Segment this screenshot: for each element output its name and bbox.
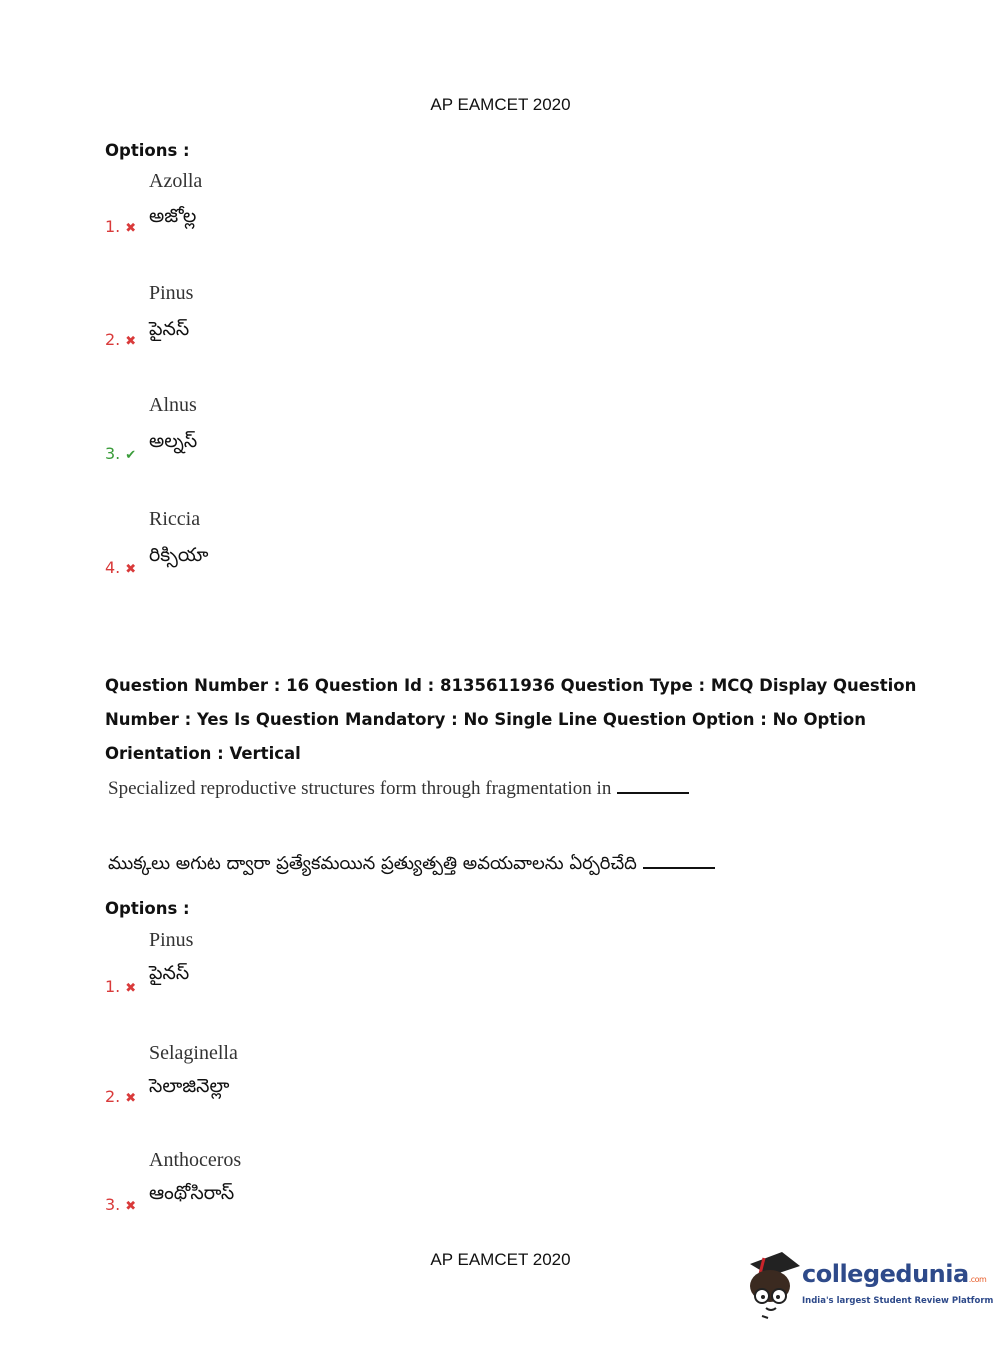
options-label: Options :	[105, 141, 190, 160]
option-text-te: ఆంథోసిరాస్	[149, 1182, 235, 1204]
option-text-en: Pinus	[149, 282, 194, 304]
question-meta-line-2: Number : Yes Is Question Mandatory : No Single Line Question Option : No Option	[105, 710, 866, 729]
options-label: Options :	[105, 899, 190, 918]
option-number: 2. ✖	[105, 330, 137, 349]
cross-icon: ✖	[125, 1199, 137, 1214]
option-text-en: Pinus	[149, 929, 194, 951]
collegedunia-logo	[742, 1250, 994, 1320]
option-text-en: Selaginella	[149, 1042, 238, 1064]
option-text-te: పైనస్	[149, 962, 190, 984]
option-number: 3. ✖	[105, 1195, 137, 1214]
cross-icon: ✖	[125, 981, 137, 996]
option-text-te: రిక్సియా	[149, 544, 209, 566]
cross-icon: ✖	[125, 334, 137, 349]
logo-wordmark: collegedunia.com	[802, 1260, 987, 1288]
question-meta-line-1: Question Number : 16 Question Id : 8135611936 Question Type : MCQ Display Question	[105, 676, 917, 695]
option-text-en: Azolla	[149, 170, 203, 192]
option-number: 1. ✖	[105, 977, 137, 996]
cross-icon: ✖	[125, 221, 137, 236]
answer-blank	[617, 774, 689, 794]
logo-tagline: India's largest Student Review Platform	[802, 1296, 994, 1306]
question-text-te: ముక్కలు అగుట ద్వారా ప్రత్యేకమయిన ప్రత్యుత్పత్తి అవయవాలను ఏర్పరిచేది	[108, 849, 715, 878]
option-text-te: సెలాజినెల్లా	[149, 1075, 230, 1097]
option-number: 2. ✖	[105, 1087, 137, 1106]
mascot-icon	[742, 1250, 804, 1320]
page-footer: AP EAMCET 2020	[430, 1250, 571, 1269]
option-text-te: అజోల్ల	[149, 205, 197, 227]
cross-icon: ✖	[125, 1091, 137, 1106]
option-text-en: Alnus	[149, 394, 197, 416]
option-number: 3. ✔	[105, 444, 137, 463]
question-meta-line-3: Orientation : Vertical	[105, 744, 301, 763]
option-text-te: అల్నస్	[149, 430, 198, 452]
option-number: 4. ✖	[105, 558, 137, 577]
question-text-en: Specialized reproductive structures form through fragmentation in	[108, 774, 689, 800]
option-text-en: Anthoceros	[149, 1149, 242, 1171]
check-icon: ✔	[125, 448, 137, 463]
answer-blank	[643, 849, 715, 869]
option-number: 1. ✖	[105, 217, 137, 236]
option-text-en: Riccia	[149, 508, 201, 530]
option-text-te: పైనస్	[149, 318, 190, 340]
page-header: AP EAMCET 2020	[430, 95, 571, 114]
cross-icon: ✖	[125, 562, 137, 577]
